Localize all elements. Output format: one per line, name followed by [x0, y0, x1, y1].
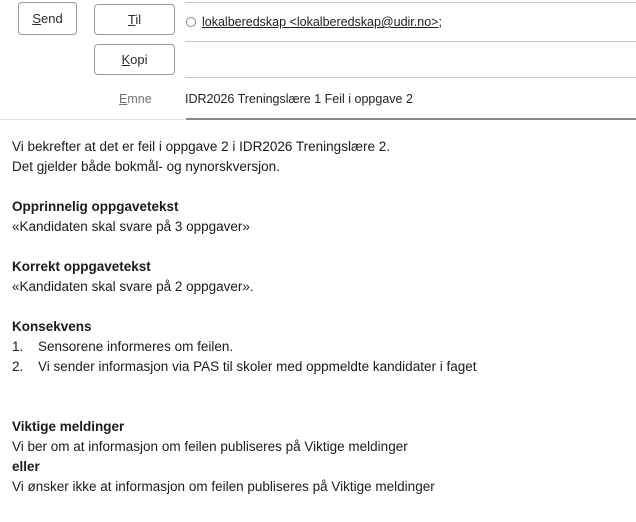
to-button[interactable]	[94, 4, 175, 35]
body-line: Vi bekrefter at det er feil i oppgave 2 i IDR2026 Treningslære 2.	[12, 139, 390, 154]
body-blank-line	[12, 177, 624, 197]
send-button-accel: S	[32, 11, 41, 26]
body-line: Vi ber om at informasjon om feilen publiseres på Viktige meldinger	[12, 439, 408, 454]
body-blank-line	[12, 377, 624, 397]
body-blank-line	[12, 237, 624, 257]
body-heading: Opprinnelig oppgavetekst	[12, 199, 179, 214]
to-field-bottom-border	[185, 41, 636, 42]
list-item-number: 1.	[12, 339, 24, 354]
body-heading: Konsekvens	[12, 319, 92, 334]
subject-input[interactable]: IDR2026 Treningslære 1 Feil i oppgave 2	[185, 92, 413, 106]
send-button[interactable]	[18, 2, 77, 35]
body-line: «Kandidaten skal svare på 3 oppgaver»	[12, 219, 250, 234]
presence-status-icon	[186, 17, 196, 27]
subject-field-bottom-border	[186, 118, 636, 120]
to-button-accel: T	[127, 12, 136, 27]
message-body-editor[interactable]	[12, 137, 624, 497]
to-recipients-field[interactable]	[186, 9, 634, 35]
body-heading: eller	[12, 459, 40, 474]
recipient-address-link[interactable]: lokalberedskap <lokalberedskap@udir.no>	[202, 15, 439, 29]
header-body-separator	[0, 119, 186, 120]
body-list-item	[12, 357, 624, 377]
to-button-label: il	[135, 12, 142, 27]
cc-button[interactable]	[94, 44, 175, 75]
list-item-number: 2.	[12, 359, 24, 374]
subject-label	[119, 92, 152, 106]
body-heading: Viktige meldinger	[12, 419, 125, 434]
list-item-text: Sensorene informeres om feilen.	[38, 339, 234, 354]
to-field-top-border	[185, 2, 636, 3]
cc-button-accel: K	[121, 52, 131, 67]
body-blank-line	[12, 297, 624, 317]
body-line: «Kandidaten skal svare på 2 oppgaver».	[12, 279, 254, 294]
body-list-item	[12, 337, 624, 357]
subject-label-rest: mne	[127, 92, 152, 106]
cc-button-label: opi	[130, 52, 148, 67]
body-line: Vi ønsker ikke at informasjon om feilen publiseres på Viktige meldinger	[12, 479, 435, 494]
body-blank-line	[12, 397, 624, 417]
cc-field-bottom-border	[185, 77, 636, 78]
subject-label-accel: E	[119, 92, 128, 106]
send-button-label: end	[40, 11, 63, 26]
body-heading: Korrekt oppgavetekst	[12, 259, 151, 274]
list-item-text: Vi sender informasjon via PAS til skoler med oppmeldte kandidater i faget	[38, 359, 477, 374]
recipient-separator: ;	[438, 15, 442, 29]
body-line: Det gjelder både bokmål- og nynorskversjon.	[12, 159, 280, 174]
cc-recipients-field[interactable]	[186, 43, 634, 76]
